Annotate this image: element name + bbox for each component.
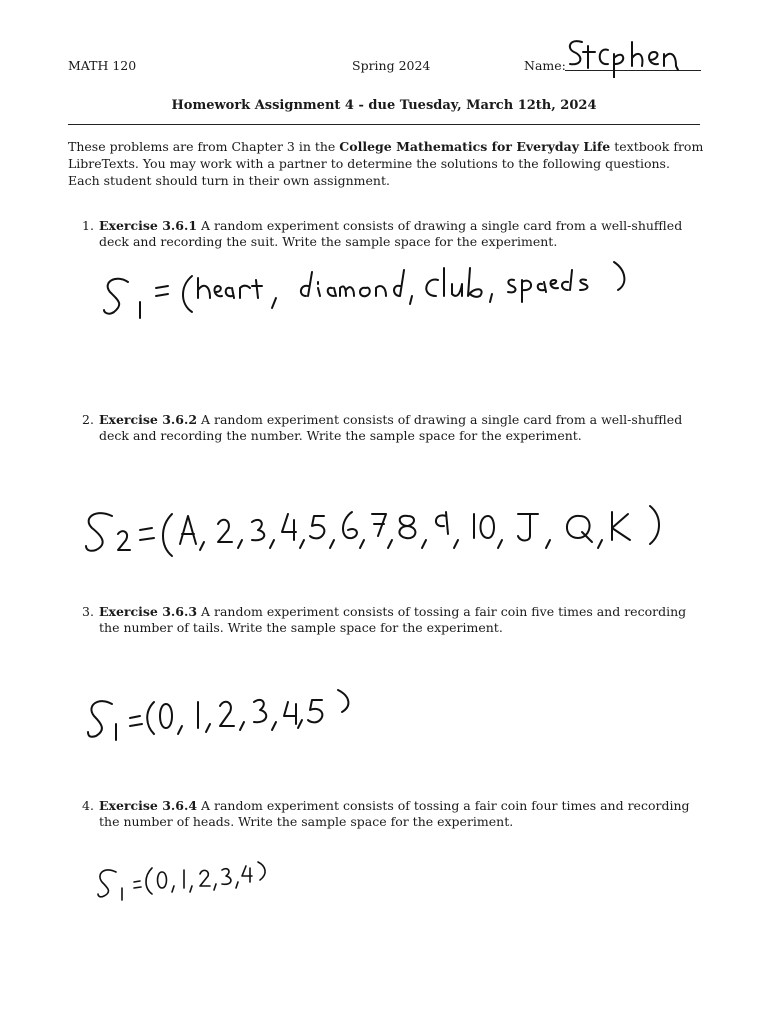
problem-2 bbox=[82, 412, 706, 444]
handwritten-answer-3 bbox=[82, 684, 362, 746]
title-rule bbox=[68, 124, 700, 125]
handwritten-answer-2 bbox=[82, 494, 672, 564]
course-label: MATH 120 bbox=[68, 58, 137, 73]
problem-text: A random experiment consists of tossing a fair coin five times and recording the number of tails. Write the sample space for the experiment. bbox=[99, 604, 687, 635]
problem-1 bbox=[82, 218, 706, 250]
term-label: Spring 2024 bbox=[352, 58, 431, 73]
textbook-title: College Mathematics for Everyday Life bbox=[339, 139, 611, 154]
exercise-label: Exercise 3.6.2 bbox=[99, 412, 198, 427]
intro-text-after: textbook from LibreTexts. You may work with a partner to determine the solutions to the following questions. Each student should turn in their own assignment. bbox=[68, 139, 704, 188]
problem-3 bbox=[82, 604, 706, 636]
handwritten-answer-1 bbox=[100, 252, 640, 322]
answer-3-text bbox=[0, 0, 1, 1]
problem-number: 4. bbox=[82, 798, 94, 813]
handwritten-name-signature bbox=[562, 34, 702, 78]
problem-text: A random experiment consists of drawing a single card from a well-shuffled deck and recording the suit. Write the sample space for the experiment. bbox=[99, 218, 683, 249]
intro-text-before: These problems are from Chapter 3 in the bbox=[68, 139, 340, 154]
problem-4 bbox=[82, 798, 706, 830]
answer-4-text bbox=[0, 0, 1, 1]
intro-paragraph bbox=[68, 138, 704, 189]
problem-number: 2. bbox=[82, 412, 94, 427]
name-label: Name: bbox=[524, 58, 566, 73]
problem-number: 1. bbox=[82, 218, 94, 233]
answer-1-text bbox=[0, 0, 1, 1]
exercise-label: Exercise 3.6.3 bbox=[99, 604, 198, 619]
exercise-label: Exercise 3.6.1 bbox=[99, 218, 198, 233]
handwritten-answer-4 bbox=[94, 858, 274, 906]
problem-text: A random experiment consists of drawing a single card from a well-shuffled deck and recording the number. Write the sample space for the experiment. bbox=[99, 412, 683, 443]
handwritten-name-text bbox=[0, 0, 1, 1]
problem-number: 3. bbox=[82, 604, 94, 619]
problem-text: A random experiment consists of tossing a fair coin four times and recording the number of heads. Write the sample space for the experiment. bbox=[99, 798, 690, 829]
exercise-label: Exercise 3.6.4 bbox=[99, 798, 198, 813]
answer-2-text bbox=[0, 0, 1, 1]
assignment-title: Homework Assignment 4 - due Tuesday, March 12th, 2024 bbox=[171, 98, 597, 113]
